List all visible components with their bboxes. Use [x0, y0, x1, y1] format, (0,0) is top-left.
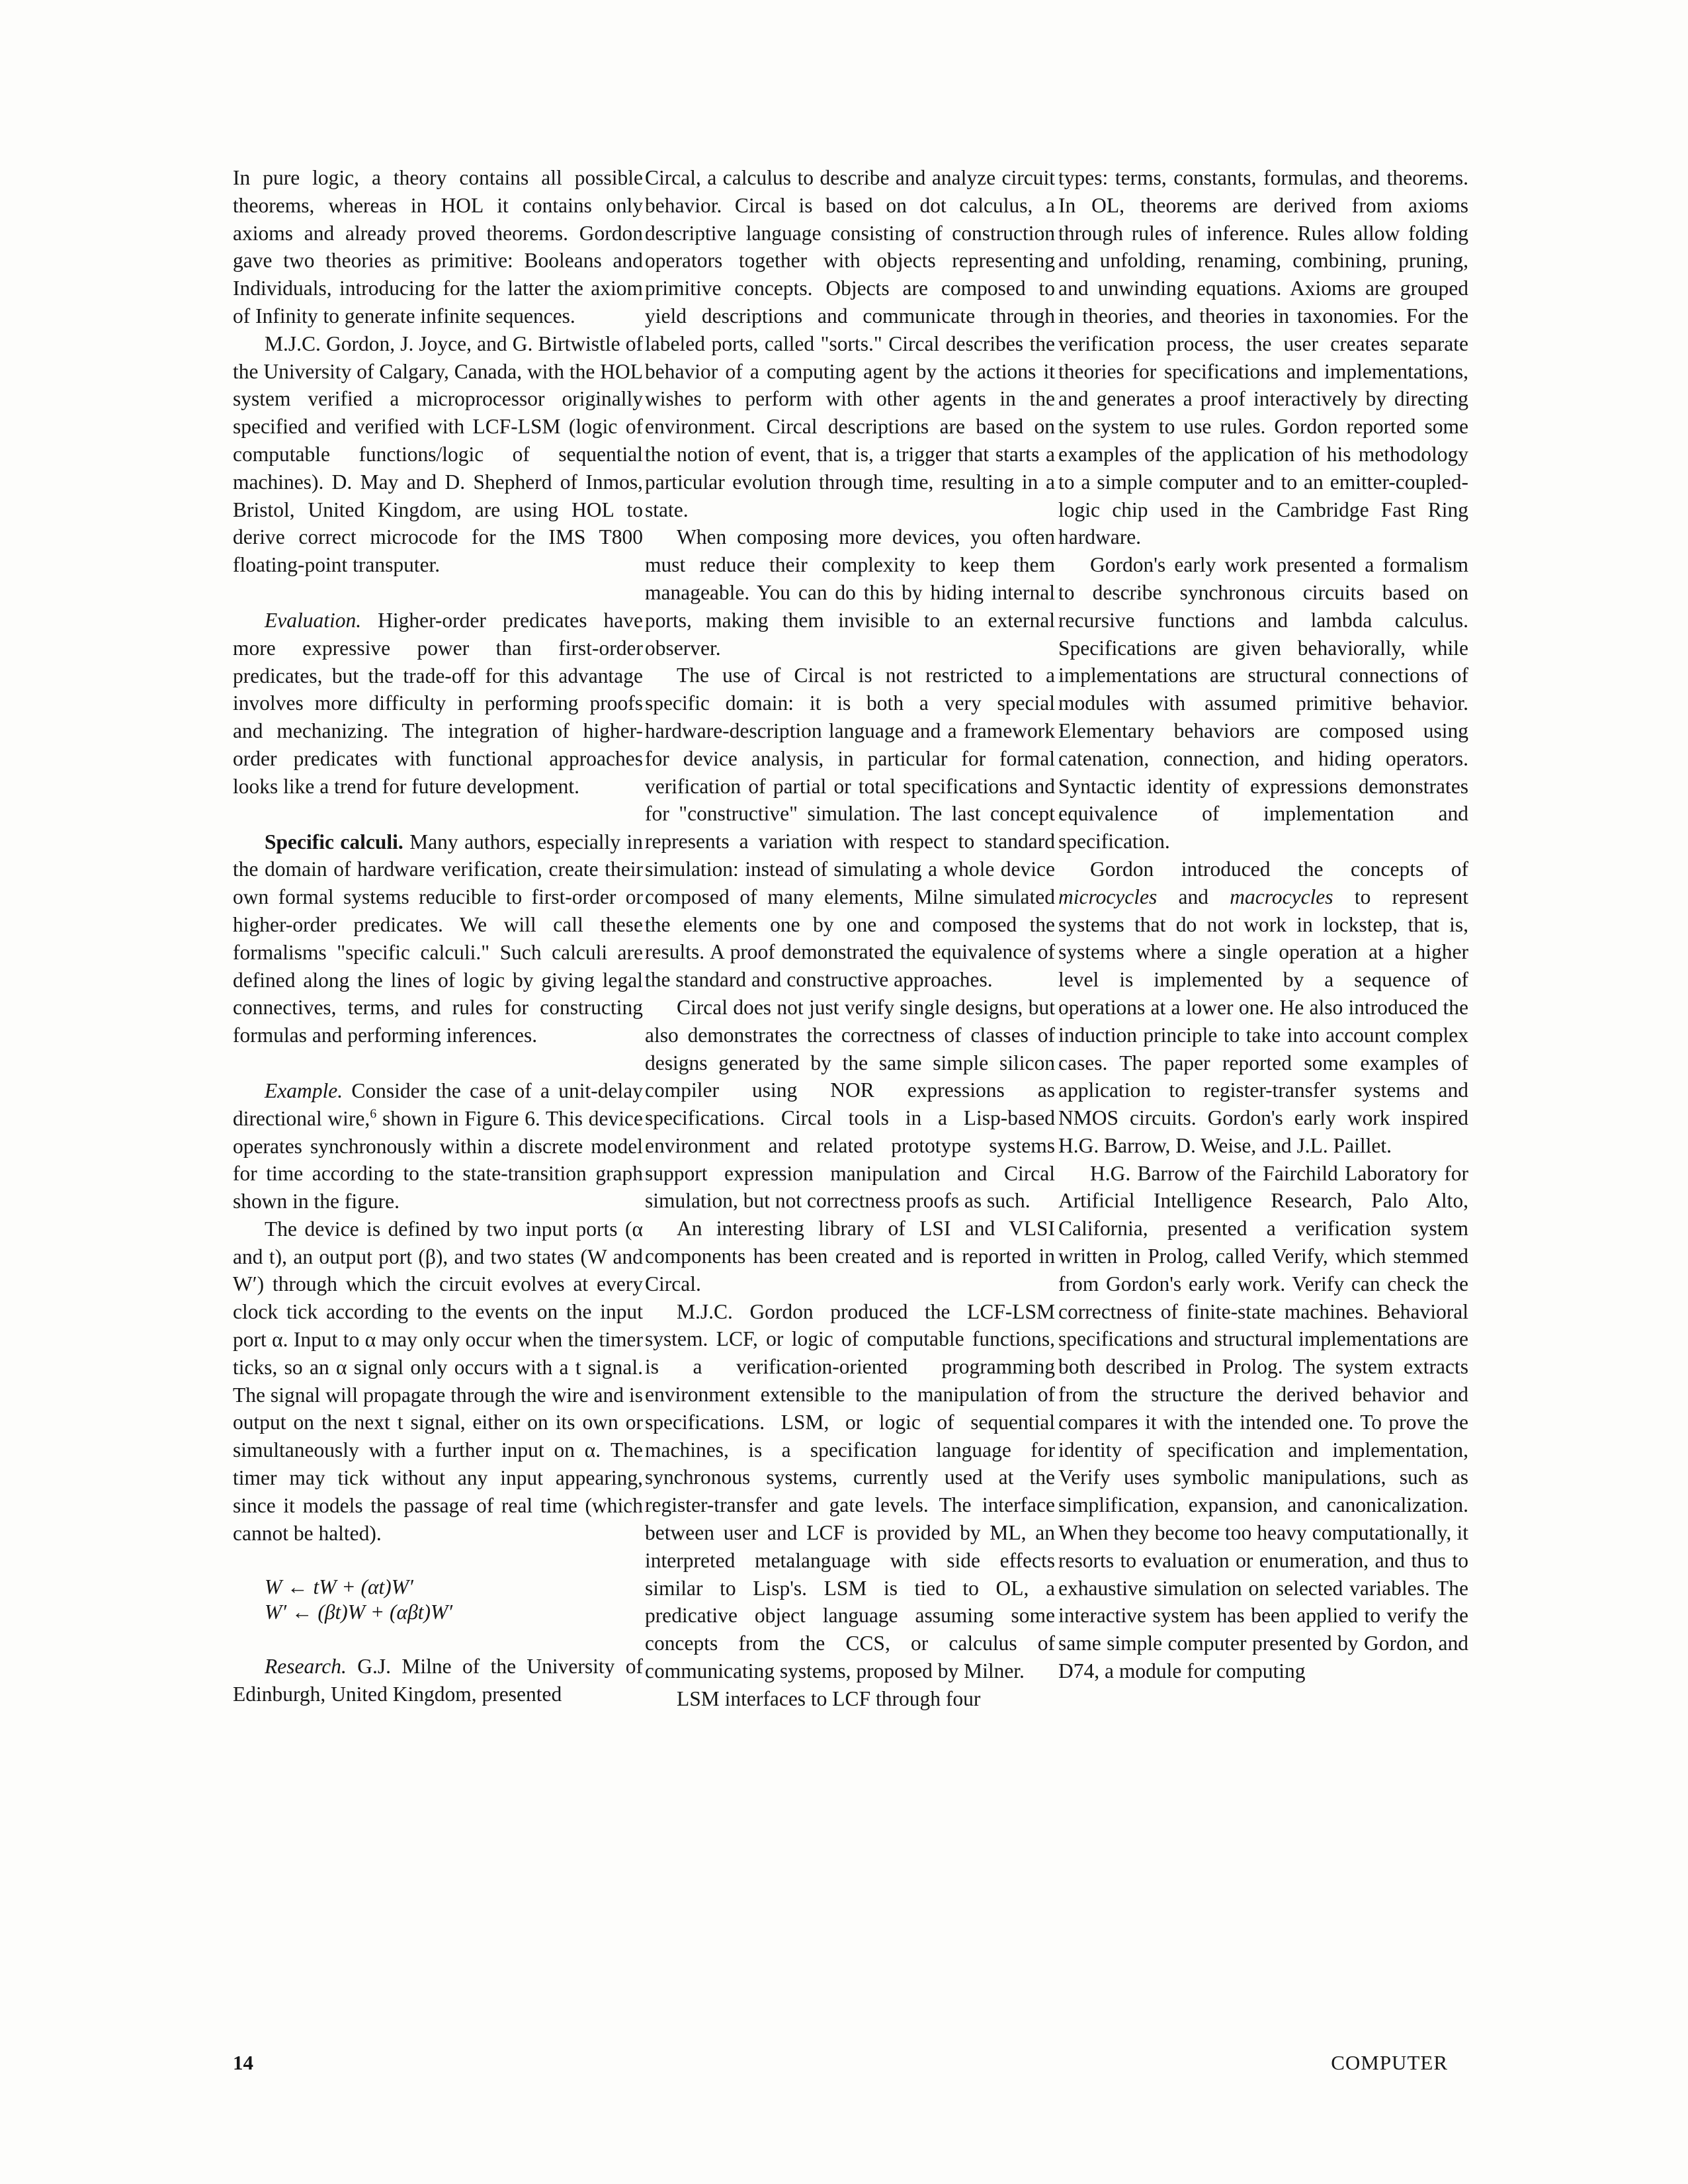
paragraph-circal-use: The use of Circal is not restricted to a specific domain: it is both a very special hardware-description language and a framework for device analysis, in particular for formal verification of partial or total specifications and for "constructive" simulation. The last concept represents a variation with respect to standard simulation: instead of simulating a whole device composed of many elements, Milne simulated the elements one by one and composed the results. A proof demonstrated the equivalence of the standard and constructive approaches.	[645, 664, 1055, 992]
column-right	[1058, 164, 1468, 1685]
magazine-name: COMPUTER	[1331, 2051, 1448, 2074]
state-equations	[265, 1575, 643, 1625]
research-text: G.J. Milne of the University of Edinburgh, United Kingdom, presented	[233, 1655, 643, 1706]
paragraph-barrow-verify: H.G. Barrow of the Fairchild Laboratory for Artificial Intelligence Research, Palo Alto, California, presented a verification system written in Prolog, called Verify, which stemmed from Gordon's early work. Verify can check the correctness of finite-state machines. Behavioral specifications and structural implementations are both described in Prolog. The system extracts from the structure the derived behavior and compares it with the intended one. To prove the identity of specification and implementation, Verify uses symbolic manipulations, such as simplification, expansion, and canonicalization. When they become too heavy computationally, it resorts to evaluation or enumeration, and thus to exhaustive simulation on selected variables. The interactive system has been applied to verify the same simple computer presented by Gordon, and D74, a module for computing	[1058, 1161, 1468, 1683]
specific-calculi-text: Many authors, especially in the domain of hardware verification, create their own formal systems reducible to first-order or higher-order predicates. We will call these formalisms "specific calculi." Such calculi are defined along the lines of logic by giving legal connectives, terms, and rules for constructing formulas and performing inferences.	[233, 830, 643, 1047]
page-number: 14	[233, 2051, 253, 2074]
column-middle	[645, 164, 1055, 1713]
paragraph-microcycles	[1058, 855, 1468, 1160]
microcycles-and: and	[1178, 885, 1209, 908]
example-text-b: shown in Figure 6. This device operates synchronously within a discrete model for time according to the state-transition graph shown in the figure.	[233, 1106, 643, 1213]
paragraph-hol-theories: In pure logic, a theory contains all possible theorems, whereas in HOL it contains only axioms and already proved theorems. Gordon gave two theories as primitive: Booleans and Individuals, introducing for the latter the axiom of Infinity to generate infinite sequences.	[233, 166, 643, 328]
example-text-a: Consider the case of a unit-delay directional wire,	[233, 1078, 644, 1130]
paragraph-circal-intro: Circal, a calculus to describe and analyze circuit behavior. Circal is based on dot calculus, a descriptive language consisting of construction operators together with objects representing primitive concepts. Objects are composed to yield descriptions and communicate through labeled ports, called "sorts." Circal describes the behavior of a computing agent by the actions it wishes to perform with other agents in the environment. Circal descriptions are based on the notion of event, that is, a trigger that starts a particular evolution through time, resulting in a state.	[645, 166, 1055, 521]
paragraph-device-definition: The device is defined by two input ports (α and t), an output port (β), and two states (W and W′) through which the circuit evolves at every clock tick according to the events on the input port α. Input to α may only occur when the timer ticks, so an α signal only occurs with a t signal. The signal will propagate through the wire and is output on the next t signal, either on its own or simultaneously with a further input on α. The timer may tick without any input appearing, since it models the passage of real time (which cannot be halted).	[233, 1217, 643, 1545]
paragraph-ol-types: types: terms, constants, formulas, and theorems. In OL, theorems are derived from axioms through rules of inference. Rules allow folding and unfolding, renaming, combining, pruning, and unwinding equations. Axioms are grouped in theories, and theories in taxonomies. For the verification process, the user creates separate theories for specifications and implementations, and generates a proof interactively by directing the system to use rules. Gordon reported some examples of the application of his methodology to a simple computer and to an emitter-coupled-logic chip used in the Cambridge Fast Ring hardware.	[1058, 166, 1468, 549]
microcycles-text-b: to represent systems that do not work in lockstep, that is, systems where a single operation at a higher level is implemented by a sequence of operations at a lower one. He also introduced the induction principle to take into account complex cases. The paper reported some examples of application to register-transfer systems and NMOS circuits. Gordon's early work inspired H.G. Barrow, D. Weise, and J.L. Paillet.	[1058, 885, 1469, 1157]
term-microcycles: microcycles	[1058, 885, 1158, 908]
section-evaluation	[233, 607, 643, 801]
paragraph-lcf-lsm: M.J.C. Gordon produced the LCF-LSM system. LCF, or logic of computable functions, is a verification-oriented programming environment extensible to the manipulation of specifications. LSM, or logic of sequential machines, is a specification language for synchronous systems, currently used at the register-transfer and gate levels. The interface between user and LCF is provided by ML, an interpreted metalanguage with side effects similar to Lisp's. LSM is tied to OL, a predicative object language assuming some concepts from the CCS, or calculus of communicating systems, proposed by Milner.	[645, 1299, 1055, 1683]
section-example	[233, 1077, 643, 1215]
equation-2: W′ ← (βt)W + (αβt)W′	[265, 1600, 453, 1624]
column-left	[233, 164, 643, 1708]
term-macrocycles: macrocycles	[1230, 885, 1333, 908]
paragraph-gordon-joyce: M.J.C. Gordon, J. Joyce, and G. Birtwistle of the University of Calgary, Canada, with the HOL system verified a microprocessor originally specified and verified with LCF-LSM (logic of computable functions/logic of sequential machines). D. May and D. Shepherd of Inmos, Bristol, United Kingdom, are using HOL to derive correct microcode for the IMS T800 floating-point transputer.	[233, 331, 643, 577]
section-research	[233, 1653, 643, 1708]
paragraph-lsm-interfaces: LSM interfaces to LCF through four	[677, 1686, 981, 1710]
reference-superscript: 6	[370, 1106, 377, 1121]
paragraph-gordon-early-work: Gordon's early work presented a formalism to describe synchronous circuits based on recursive functions and lambda calculus. Specifications are given behaviorally, while implementations are structural connections of modules with assumed primitive behavior. Elementary behaviors are composed using catenation, connection, and hiding operators. Syntactic identity of expressions demonstrates equivalence of implementation and specification.	[1058, 553, 1468, 853]
paragraph-circal-classes: Circal does not just verify single designs, but also demonstrates the correctness of classes of designs generated by the same simple silicon compiler using NOR expressions as specifications. Circal tools in a Lisp-based environment and related prototype systems support expression manipulation and Circal simulation, but not correctness proofs as such.	[645, 995, 1055, 1213]
section-specific-calculi	[233, 828, 643, 1049]
equation-1: W ← tW + (αt)W′	[265, 1575, 413, 1599]
research-heading: Research.	[265, 1655, 347, 1679]
microcycles-text-a: Gordon introduced the concepts of	[1090, 857, 1468, 881]
paragraph-circal-library: An interesting library of LSI and VLSI components has been created and is reported in Circal.	[645, 1217, 1055, 1295]
evaluation-text: Higher-order predicates have more expressive power than first-order predicates, but the trade-off for this advantage involves more difficulty in performing proofs and mechanizing. The integration of higher-order predicates with functional approaches looks like a trend for future development.	[233, 608, 643, 798]
evaluation-heading: Evaluation.	[265, 608, 362, 632]
specific-calculi-heading: Specific calculi.	[265, 830, 403, 853]
example-heading: Example.	[265, 1078, 343, 1102]
paragraph-composing-devices: When composing more devices, you often must reduce their complexity to keep them manageable. You can do this by hiding internal ports, making them invisible to an external observer.	[645, 525, 1055, 660]
